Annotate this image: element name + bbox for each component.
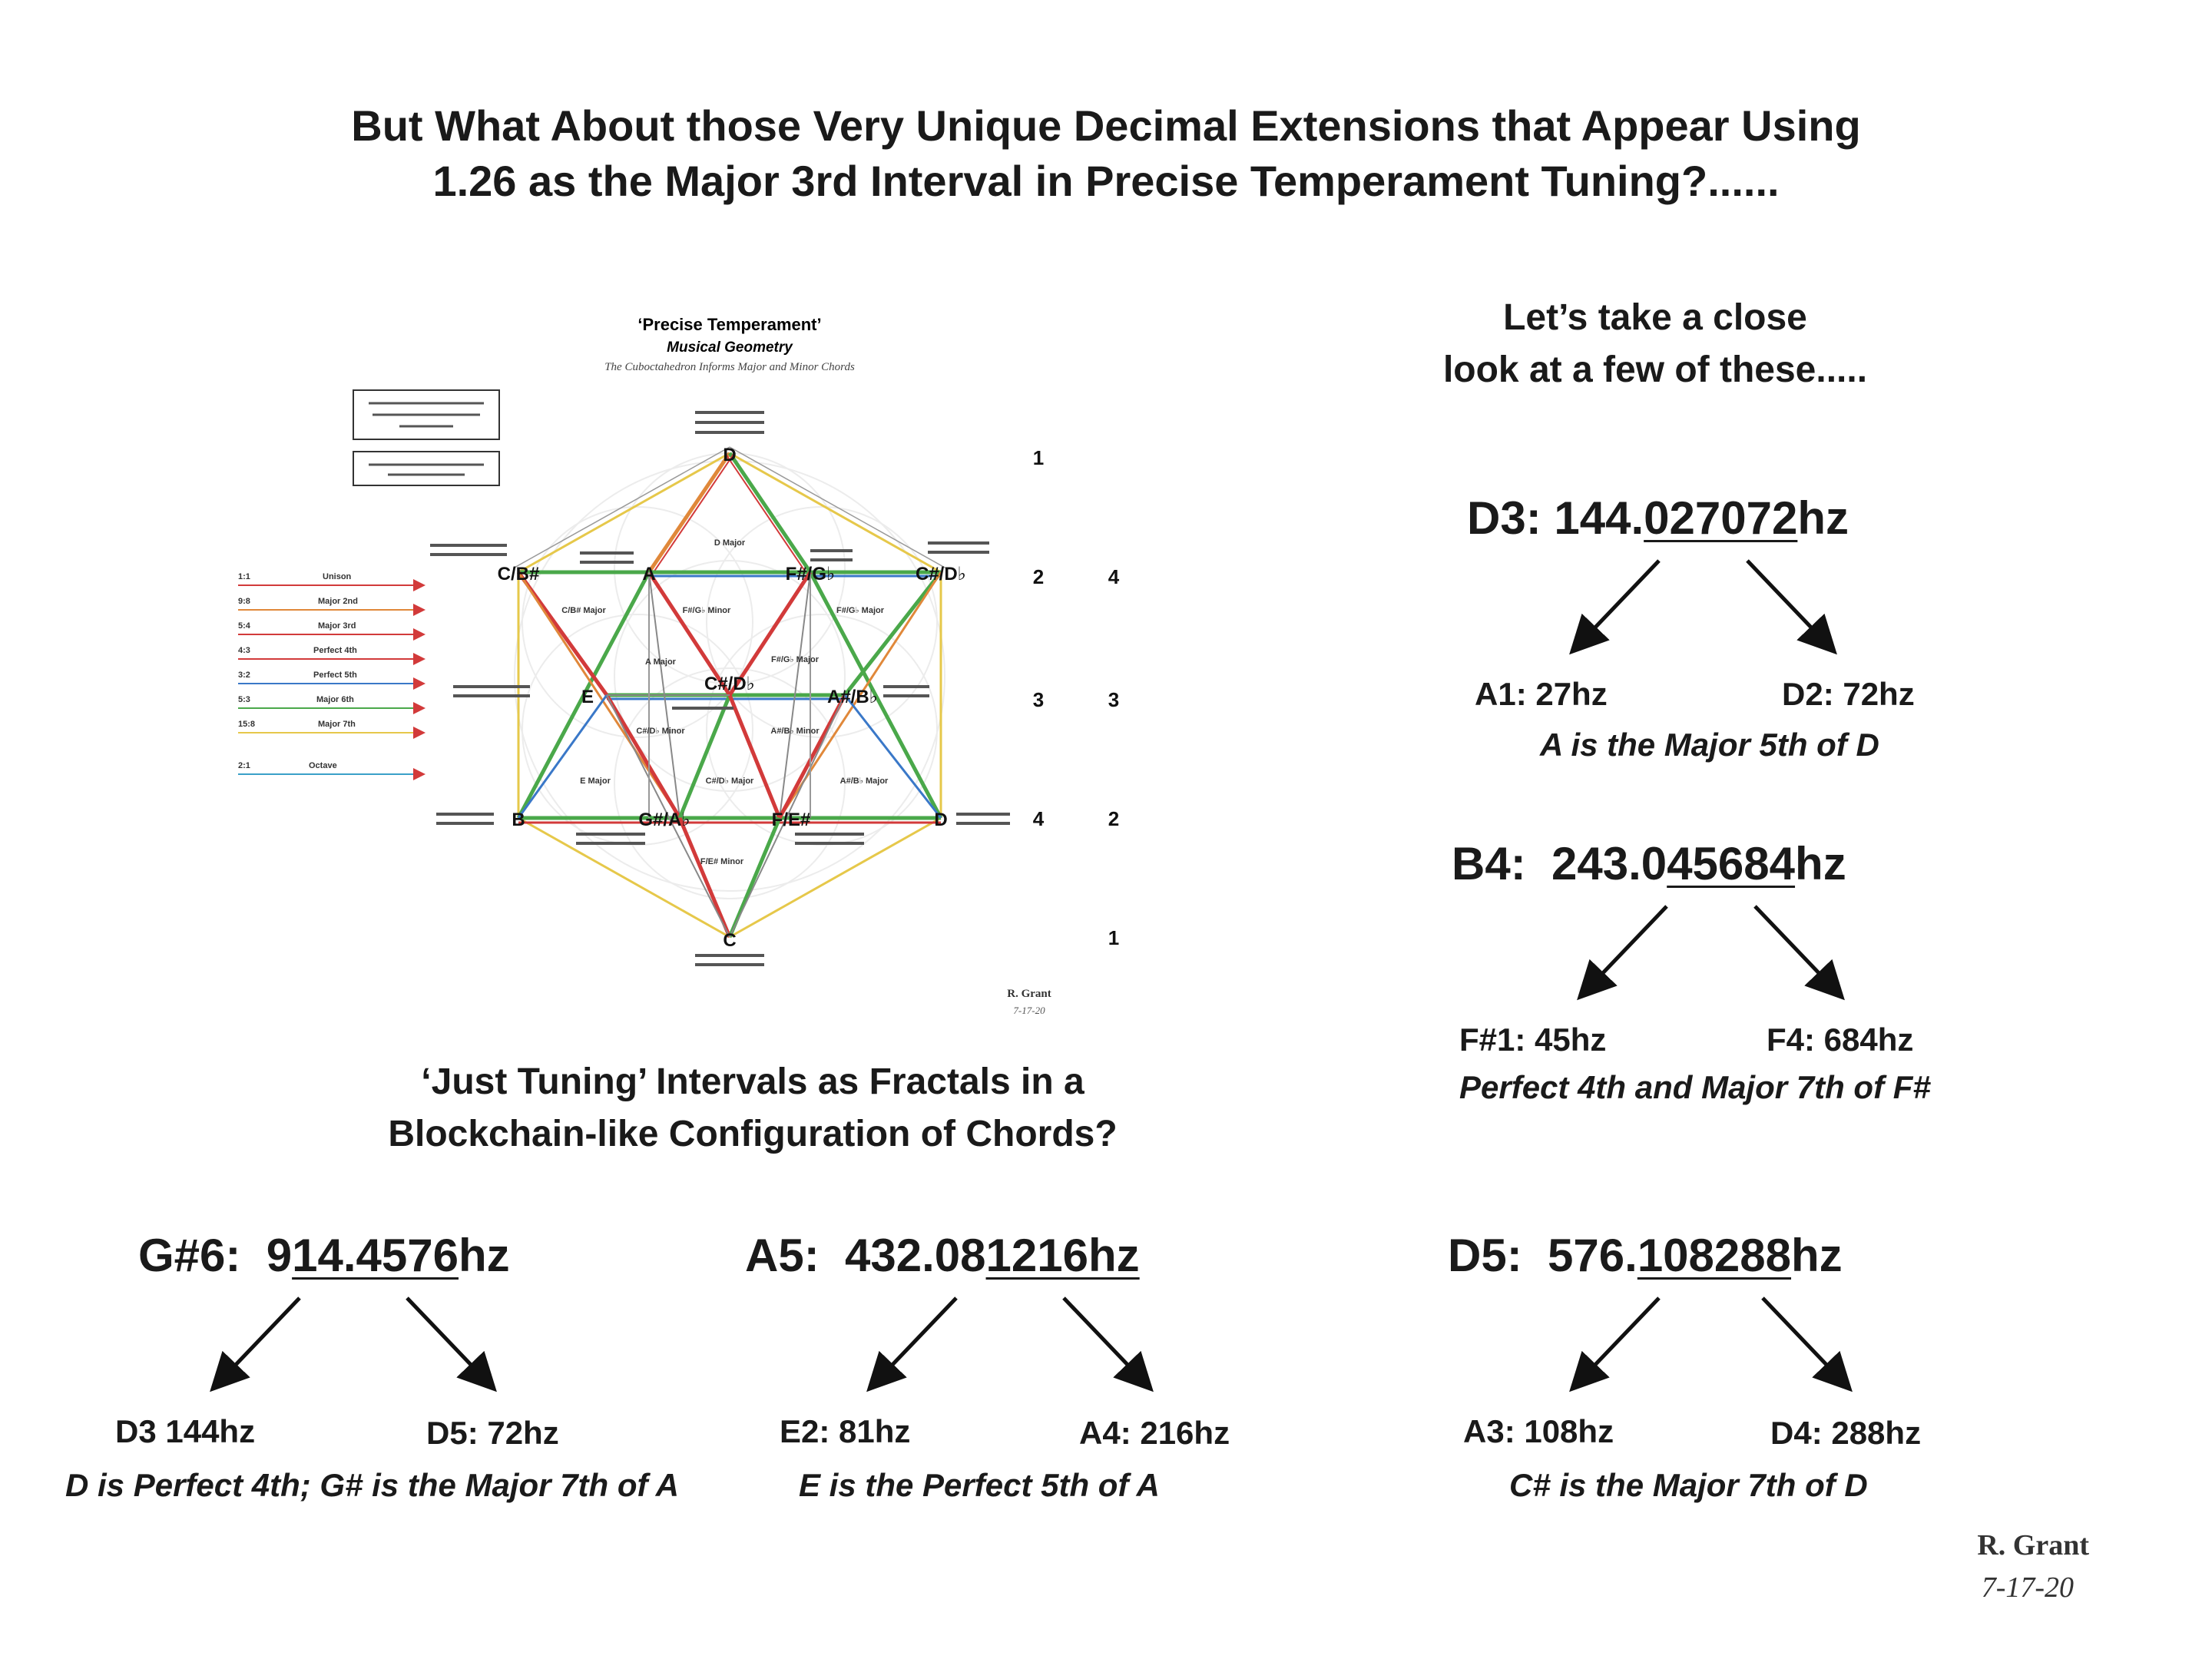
diagram-signature-date: 7-17-20	[1013, 1005, 1045, 1016]
example-gsharp6	[131, 1229, 668, 1282]
chord-label: F#/G♭ Minor	[682, 606, 731, 615]
child-frequency-left: F#1: 45hz	[1459, 1022, 1607, 1058]
chord-label: D Major	[714, 538, 746, 548]
svg-text:Major 2nd: Major 2nd	[318, 597, 358, 606]
node-csharp-dflat-mid: C#/D♭	[704, 674, 755, 694]
interval-note: D is Perfect 4th; G# is the Major 7th of A	[65, 1467, 679, 1503]
node-gsharp-aflat: G#/A♭	[638, 810, 690, 830]
row-number: 1	[1032, 446, 1045, 469]
page-title: But What About those Very Unique Decimal Extensions that Appear Using 1.26 as the Major 3rd Interval in Precise Temperament Tuning?......	[351, 101, 1861, 205]
diagram-signature-name: R. Grant	[1007, 988, 1051, 1000]
node-d-right: D	[934, 810, 948, 830]
svg-text:Perfect 4th: Perfect 4th	[313, 646, 357, 655]
row-number: 1	[1108, 926, 1120, 949]
svg-text:Unison: Unison	[323, 572, 352, 581]
frequency-value: G#6: 914.4576hz	[138, 1230, 510, 1281]
example-d5	[1448, 1229, 2062, 1282]
chord-label: E Major	[580, 777, 611, 786]
precise-temperament-diagram	[223, 307, 1206, 1045]
frequency-value: D5: 576.108288hz	[1448, 1230, 1843, 1281]
row-number: 3	[1032, 688, 1045, 711]
legend-row	[238, 761, 424, 774]
legend-row	[238, 621, 424, 634]
svg-text:Octave: Octave	[309, 761, 337, 770]
child-frequency-right: A4: 216hz	[1079, 1415, 1230, 1451]
split-arrows	[1551, 1283, 1874, 1406]
svg-text:5:3: 5:3	[238, 695, 250, 704]
row-numbers	[1033, 446, 1120, 949]
mod-box	[353, 452, 499, 485]
legend-row	[238, 646, 424, 659]
chord-label: C#/D♭ Major	[705, 777, 754, 786]
row-number: 2	[1032, 565, 1045, 588]
node-b: B	[512, 810, 525, 830]
node-c: C	[723, 930, 737, 951]
example-a5	[745, 1229, 1283, 1282]
interval-note: C# is the Major 7th of D	[1509, 1467, 1868, 1503]
node-a: A	[642, 564, 656, 584]
legend-row	[238, 597, 424, 610]
interval-legend	[238, 572, 424, 774]
svg-text:1:1: 1:1	[238, 572, 250, 581]
row-number: 2	[1108, 807, 1120, 830]
svg-text:4:3: 4:3	[238, 646, 250, 655]
node-csharp-dflat-right: C#/D♭	[916, 564, 966, 584]
chord-label: A#/B♭ Major	[839, 777, 889, 786]
node-c-bsharp: C/B#	[497, 564, 540, 584]
svg-text:15:8: 15:8	[238, 720, 256, 729]
node-e: E	[581, 687, 594, 707]
child-frequency-left: A3: 108hz	[1463, 1413, 1614, 1449]
svg-text:Major 7th: Major 7th	[318, 720, 356, 729]
split-arrows	[853, 1283, 1175, 1406]
diagram-title: ‘Precise Temperament’	[637, 315, 822, 334]
node-fsharp-gflat: F#/G♭	[785, 564, 836, 584]
svg-text:Perfect 5th: Perfect 5th	[313, 671, 357, 680]
chord-label: F#/G♭ Major	[836, 606, 885, 615]
example-d3	[1421, 492, 2035, 545]
signature-name: R. Grant	[1977, 1529, 2089, 1561]
intro-text: Let’s take a close look at a few of these.....	[1442, 297, 1868, 390]
child-frequency-right: D5: 72hz	[426, 1415, 559, 1451]
split-arrows	[1551, 891, 1874, 1014]
chord-label: C/B# Major	[561, 606, 606, 615]
row-number: 4	[1032, 807, 1045, 830]
child-frequency-left: A1: 27hz	[1475, 676, 1608, 712]
example-b4	[1421, 837, 2035, 890]
legend-row	[238, 720, 424, 733]
chord-label: F/E# Minor	[700, 857, 744, 866]
interval-note: E is the Perfect 5th of A	[799, 1467, 1160, 1503]
row-number: 4	[1108, 565, 1120, 588]
diagram-caption: ‘Just Tuning’ Intervals as Fractals in a Blockchain-like Configuration of Chords?	[388, 1061, 1118, 1154]
frequency-value: A5: 432.081216hz	[745, 1230, 1140, 1281]
svg-text:9:8: 9:8	[238, 597, 250, 606]
row-number: 3	[1108, 688, 1120, 711]
frequency-value: B4: 243.045684hz	[1452, 838, 1846, 889]
frequency-value: D3: 144.027072hz	[1467, 492, 1849, 544]
child-frequency-right: F4: 684hz	[1767, 1022, 1914, 1058]
svg-text:5:4: 5:4	[238, 621, 250, 631]
svg-text:Major 6th: Major 6th	[316, 695, 354, 704]
legend-row	[238, 671, 424, 684]
chord-label: F#/G♭ Major	[770, 655, 820, 664]
node-d-top: D	[723, 445, 737, 465]
split-arrows	[1544, 545, 1866, 668]
svg-text:Major 3rd: Major 3rd	[318, 621, 356, 631]
split-arrows	[196, 1283, 518, 1406]
chord-label: A#/B♭ Minor	[770, 727, 820, 736]
chord-label: C#/D♭ Minor	[636, 727, 685, 736]
interval-note: A is the Major 5th of D	[1540, 727, 1879, 763]
legend-row	[238, 572, 424, 585]
child-frequency-right: D4: 288hz	[1770, 1415, 1922, 1451]
child-frequency-left: D3 144hz	[115, 1413, 256, 1449]
diagram-subtitle: Musical Geometry	[667, 339, 793, 356]
child-frequency-right: D2: 72hz	[1782, 676, 1915, 712]
diagram-tagline: The Cuboctahedron Informs Major and Minor Chords	[604, 361, 855, 373]
node-asharp-bflat: A#/B♭	[827, 687, 878, 707]
signature-date: 7-17-20	[1981, 1571, 2074, 1604]
svg-text:2:1: 2:1	[238, 761, 250, 770]
svg-text:3:2: 3:2	[238, 671, 250, 680]
chord-label: A Major	[645, 657, 676, 667]
interval-note: Perfect 4th and Major 7th of F#	[1459, 1069, 1931, 1105]
node-f-esharp: F/E#	[771, 810, 811, 830]
legend-row	[238, 695, 424, 708]
child-frequency-left: E2: 81hz	[780, 1413, 911, 1449]
